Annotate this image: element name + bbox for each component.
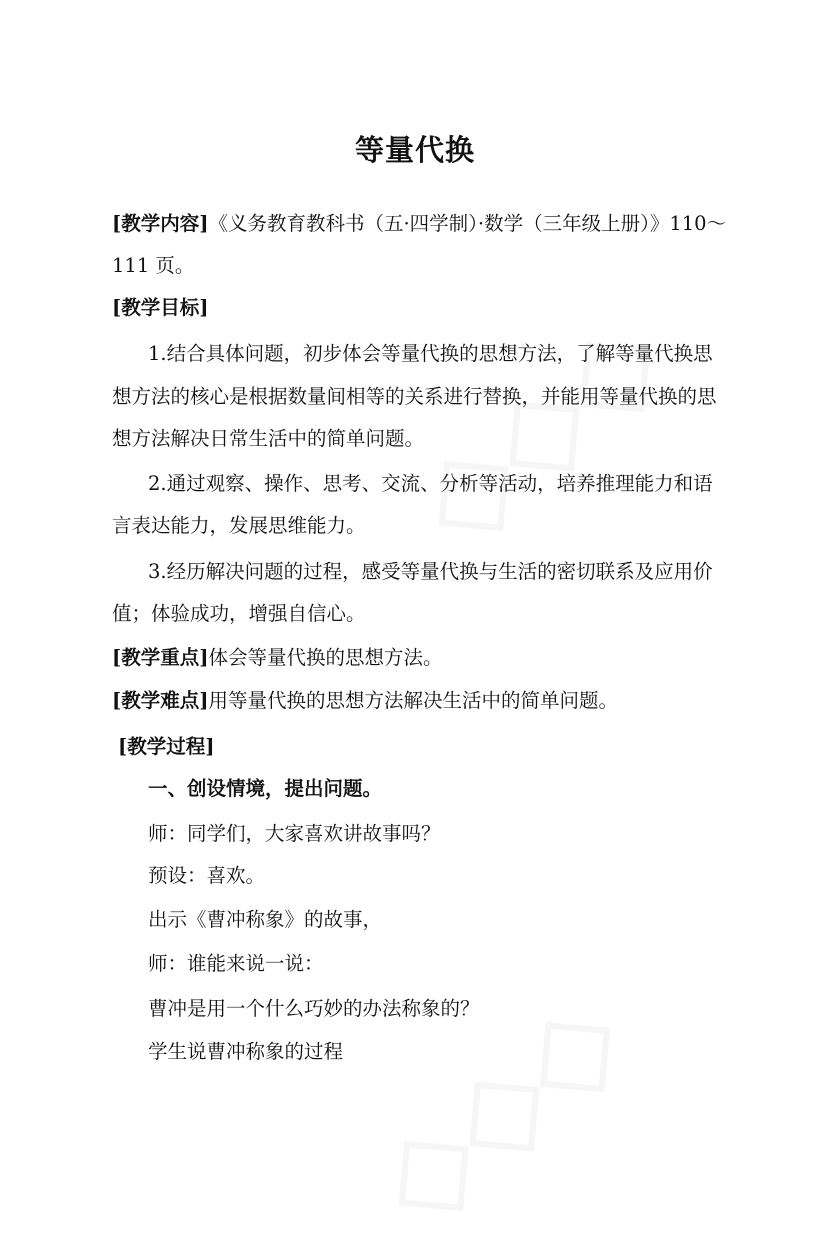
key-point-line bbox=[112, 644, 442, 672]
objective-1-line-3: 想方法解决日常生活中的简单问题。 bbox=[112, 427, 425, 450]
paragraph-4: 师：谁能来说一说： bbox=[148, 952, 324, 975]
objective-3-line-2: 值；体验成功，增强自信心。 bbox=[112, 602, 366, 625]
paragraph-5: 曹冲是用一个什么巧妙的办法称象的？ bbox=[148, 997, 480, 1020]
section-1-heading: 一、创设情境，提出问题。 bbox=[148, 777, 383, 800]
difficulty-line bbox=[112, 687, 618, 715]
teaching-content-label: [教学内容] bbox=[112, 212, 209, 235]
watermark-graphic bbox=[388, 287, 689, 571]
teaching-content-line-1 bbox=[112, 210, 726, 238]
paragraph-3: 出示《曹冲称象》的故事， bbox=[148, 908, 383, 931]
paragraph-2: 预设：喜欢。 bbox=[148, 864, 266, 887]
difficulty-label: [教学难点] bbox=[112, 689, 209, 712]
objective-2-line-1: 2.通过观察、操作、思考、交流、分析等活动，培养推理能力和语 bbox=[148, 472, 713, 495]
objective-1-line-1: 1.结合具体问题，初步体会等量代换的思想方法，了解等量代换思 bbox=[148, 342, 713, 365]
teaching-content-text: 《义务教育教科书（五·四学制）·数学（三年级上册）》110～ bbox=[208, 212, 727, 235]
paragraph-1: 师：同学们，大家喜欢讲故事吗？ bbox=[148, 822, 441, 845]
objective-3-line-1: 3.经历解决问题的过程，感受等量代换与生活的密切联系及应用价 bbox=[148, 560, 713, 583]
difficulty-text: 用等量代换的思想方法解决生活中的简单问题。 bbox=[208, 689, 618, 712]
objective-2-line-2: 言表达能力，发展思维能力。 bbox=[112, 514, 366, 537]
page-title: 等量代换 bbox=[354, 133, 475, 167]
key-point-label: [教学重点] bbox=[112, 646, 209, 669]
key-point-text: 体会等量代换的思想方法。 bbox=[208, 646, 443, 669]
objective-1-line-2: 想方法的核心是根据数量间相等的关系进行替换，并能用等量代换的思 bbox=[112, 385, 717, 408]
teaching-content-line-2: 111 页。 bbox=[112, 254, 195, 277]
objectives-heading: [教学目标] bbox=[112, 296, 209, 319]
process-heading: [教学过程] bbox=[118, 735, 215, 758]
paragraph-6: 学生说曹冲称象的过程 bbox=[148, 1040, 344, 1063]
